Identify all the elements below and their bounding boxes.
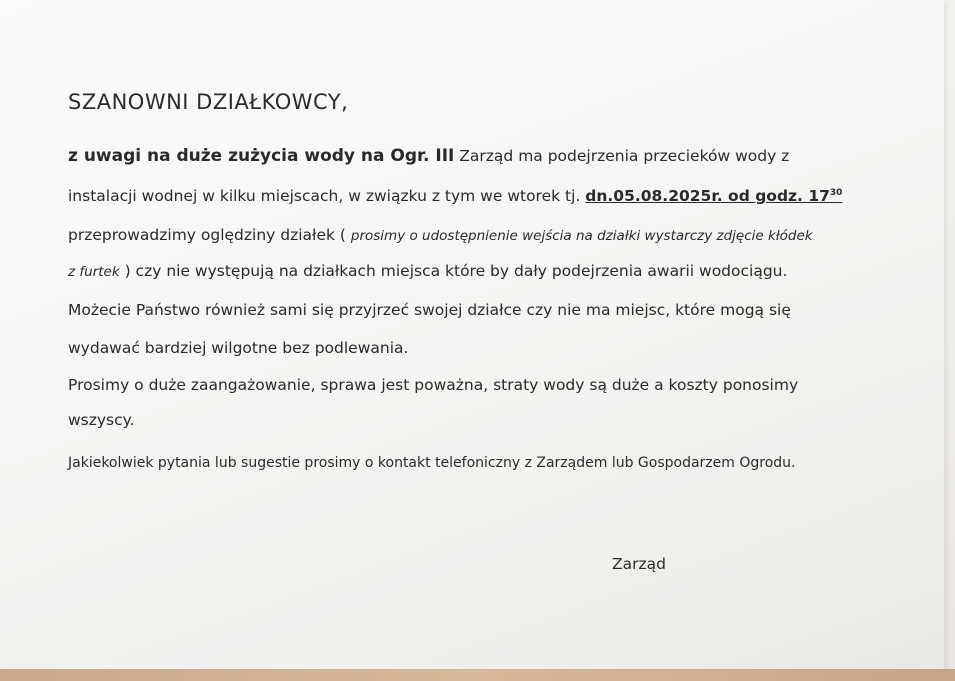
notice-time-sup: 30 [829, 187, 843, 198]
paragraph-line-1 [68, 146, 789, 166]
background-surface [0, 669, 955, 681]
notice-line-4-rest: ) czy nie występują na działkach miejsca które by dały podejrzenia awarii wodociągu. [119, 262, 788, 280]
signature: Zarząd [612, 555, 666, 573]
paragraph-line-5: Możecie Państwo również sami się przyjrzeć swojej działce czy nie ma miejsc, które mogą się [68, 301, 791, 319]
paragraph-line-2 [68, 187, 842, 205]
notice-line-4-italic: z furtek [68, 264, 120, 280]
notice-line-2-start: instalacji wodnej w kilku miejscach, w związku z tym we wtorek tj. [68, 187, 586, 205]
paragraph-line-3 [68, 226, 813, 244]
paragraph-line-8: wszyscy. [68, 411, 135, 429]
paragraph-line-4 [68, 262, 787, 280]
notice-date-text: dn.05.08.2025r. od godz. 17 [585, 187, 830, 205]
notice-line-3-start: przeprowadzimy oględziny działek ( [68, 226, 351, 244]
notice-line-3-italic: prosimy o udostępnienie wejścia na działki wystarczy zdjęcie kłódek [350, 228, 813, 244]
notice-date [585, 187, 842, 205]
notice-line-1-rest: Zarząd ma podejrzenia przecieków wody z [454, 147, 790, 165]
notice-bold-intro: z uwagi na duże zużycia wody na Ogr. III [68, 146, 455, 166]
paragraph-line-6: wydawać bardziej wilgotne bez podlewania. [68, 339, 409, 357]
paragraph-line-9: Jakiekolwiek pytania lub sugestie prosimy o kontakt telefoniczny z Zarządem lub Gospodarzem Ogrodu. [68, 455, 796, 471]
paragraph-line-7: Prosimy o duże zaangażowanie, sprawa jest poważna, straty wody są duże a koszty ponosimy [68, 376, 799, 394]
notice-heading: SZANOWNI DZIAŁKOWCY, [68, 90, 349, 114]
